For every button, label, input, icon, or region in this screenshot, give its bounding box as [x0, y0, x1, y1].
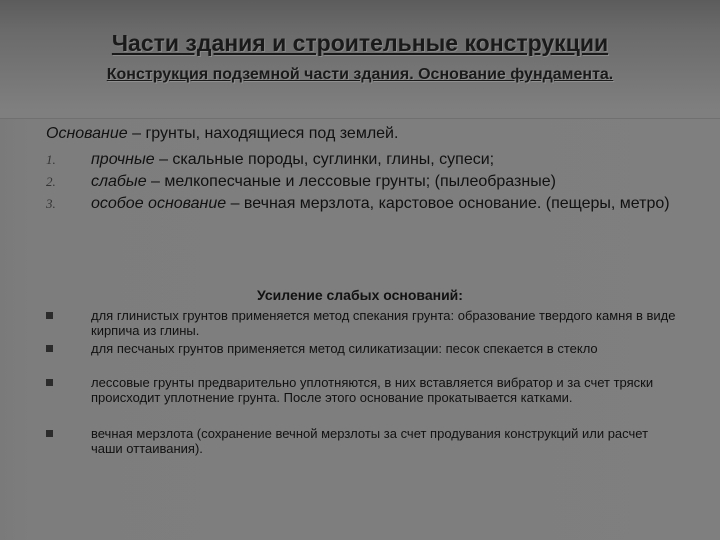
- item-text: – скальные породы, суглинки, глины, супеси;: [154, 151, 495, 168]
- item-number: 3.: [46, 196, 56, 211]
- slide-title: Части здания и строительные конструкции: [111, 30, 609, 56]
- definition-term: Основание: [46, 125, 128, 142]
- item-text: – вечная мерзлота, карстовое основание. (пещеры, метро): [226, 195, 670, 212]
- definition-line: [46, 124, 706, 144]
- item-term: особое основание: [91, 195, 227, 212]
- square-bullet-icon: [46, 430, 53, 437]
- square-bullet-icon: [46, 312, 53, 319]
- bullet-text: лессовые грунты предварительно уплотняются, в них вставляется вибратор и за счет тряски происходит уплотнение грунта. После этого основание прокатывается катками.: [91, 375, 654, 405]
- item-number: 2.: [46, 174, 56, 189]
- definition-text: – грунты, находящиеся под землей.: [127, 125, 399, 142]
- slide-subtitle: Конструкция подземной части здания. Основание фундамента.: [106, 66, 614, 83]
- bullet-text: для глинистых грунтов применяется метод спекания грунта: образование твердого камня в виде кирпича из глины.: [91, 308, 676, 338]
- bullet-text: вечная мерзлота (сохранение вечной мерзлоты за счет продувания конструкций или расчет чаши оттаивания).: [91, 426, 649, 456]
- section-heading: Усиление слабых оснований:: [257, 287, 463, 303]
- item-term: слабые: [91, 173, 147, 190]
- item-text: – мелкопесчаные и лессовые грунты; (пылеобразные): [146, 173, 556, 190]
- item-number: 1.: [46, 152, 56, 167]
- bullet-text: для песчаных грунтов применяется метод силикатизации: песок спекается в стекло: [91, 341, 598, 356]
- item-term: прочные: [91, 151, 155, 168]
- square-bullet-icon: [46, 379, 53, 386]
- square-bullet-icon: [46, 345, 53, 352]
